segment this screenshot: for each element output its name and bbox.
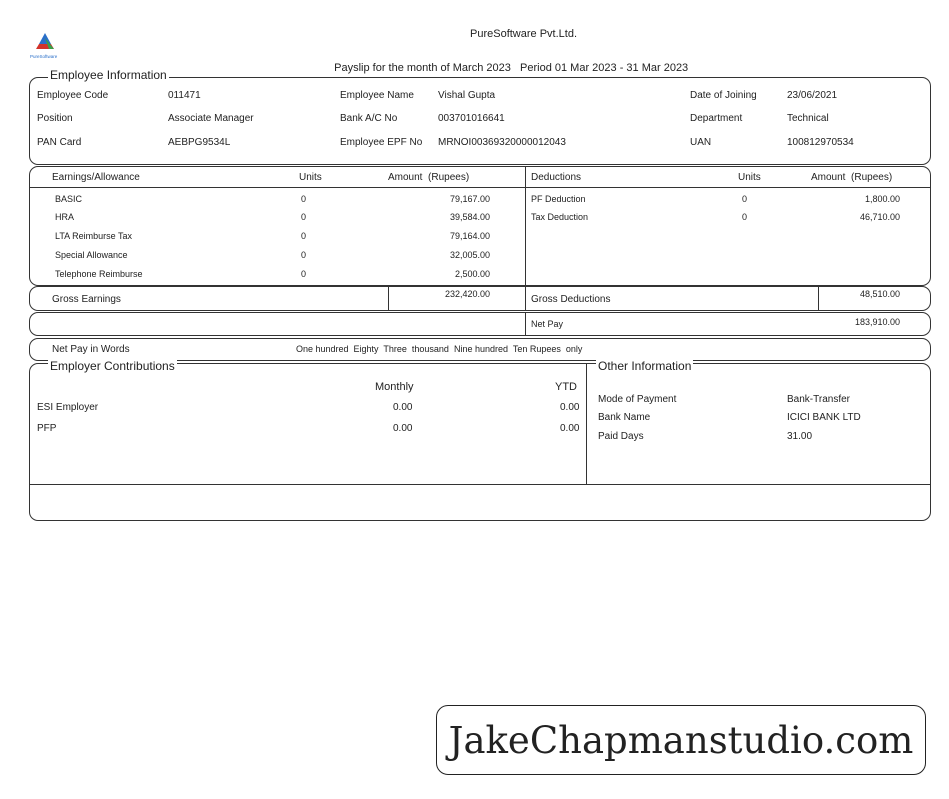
position-label: Position [37, 113, 73, 124]
gross-row-divider [525, 286, 526, 311]
epf-number-label: Employee EPF No [340, 137, 423, 148]
deduction-row-amount: 1,800.00 [864, 194, 900, 204]
period-range: 01 Mar 2023 - 31 Mar 2023 [554, 62, 689, 74]
earning-row-amount: 79,164.00 [449, 231, 490, 241]
deductions-header-name: Deductions [531, 172, 582, 183]
earning-row-name: Special Allowance [55, 250, 128, 260]
employee-name-label: Employee Name [340, 90, 414, 101]
watermark-box [436, 705, 926, 775]
date-of-joining-value: 23/06/2021 [787, 90, 838, 101]
gross-deductions-label: Gross Deductions [531, 294, 611, 305]
earning-row-name: HRA [55, 212, 75, 222]
deduction-row-units: 0 [742, 194, 748, 204]
deductions-header-amount: Amount (Rupees) [811, 172, 893, 183]
logo-text: PureSoftware [30, 54, 58, 59]
net-pay-label: Net Pay [531, 319, 564, 329]
employee-code-value: 011471 [168, 90, 201, 101]
contribution-row-name: ESI Employer [37, 402, 99, 413]
earnings-deductions-box [29, 166, 931, 286]
earning-row-units: 0 [301, 194, 307, 204]
company-name: PureSoftware Pvt.Ltd. [470, 28, 577, 40]
paid-days-value: 31.00 [787, 431, 813, 442]
bank-account-label: Bank A/C No [340, 113, 398, 124]
paid-days-label: Paid Days [598, 431, 644, 442]
position-value: Associate Manager [168, 113, 254, 124]
logo-triangle-icon [30, 32, 60, 50]
earning-row-name: LTA Reimburse Tax [55, 231, 133, 241]
bank-name-label: Bank Name [598, 412, 651, 423]
earning-row-amount: 32,005.00 [449, 250, 490, 260]
earnings-deductions-divider [525, 166, 526, 286]
contribution-row-ytd: 0.00 [560, 423, 580, 434]
contributions-other-divider [586, 363, 587, 484]
payslip-month: March 2023 [452, 62, 511, 74]
contribution-row-ytd: 0.00 [560, 402, 580, 413]
contribution-row-monthly: 0.00 [393, 402, 413, 413]
earnings-header-divider [30, 187, 930, 188]
payslip-title-prefix: Payslip for the month of [334, 62, 450, 74]
monthly-column-header: Monthly [375, 381, 414, 393]
earnings-header-amount: Amount (Rupees) [388, 172, 470, 183]
ytd-column-header: YTD [555, 381, 577, 393]
pan-card-value: AEBPG9534L [168, 137, 231, 148]
contributions-box [29, 363, 931, 521]
earning-row-amount: 79,167.00 [449, 194, 490, 204]
gross-earnings-value-divider [388, 286, 389, 311]
epf-number-value: MRNOI00369320000012043 [438, 137, 566, 148]
earning-row-units: 0 [301, 231, 307, 241]
gross-earnings-label: Gross Earnings [52, 294, 121, 305]
net-pay-value: 183,910.00 [854, 317, 900, 327]
pan-card-label: PAN Card [37, 137, 82, 148]
uan-label: UAN [690, 137, 712, 148]
earning-row-units: 0 [301, 269, 307, 279]
deductions-header-units: Units [738, 172, 761, 183]
deduction-row-units: 0 [742, 212, 748, 222]
earnings-header-name: Earnings/Allowance [52, 172, 140, 183]
earning-row-name: BASIC [55, 194, 83, 204]
contribution-row-name: PFP [37, 423, 57, 434]
deduction-row-amount: 46,710.00 [859, 212, 900, 222]
other-information-legend: Other Information [598, 359, 692, 373]
payslip-title [328, 50, 688, 74]
gross-earnings-value: 232,420.00 [444, 289, 490, 299]
earnings-header-units: Units [299, 172, 322, 183]
contributions-bottom-divider [30, 484, 930, 485]
earning-row-units: 0 [301, 212, 307, 222]
department-value: Technical [787, 113, 829, 124]
uan-value: 100812970534 [787, 137, 854, 148]
date-of-joining-label: Date of Joining [690, 90, 757, 101]
employee-code-label: Employee Code [37, 90, 109, 101]
employee-info-legend: Employee Information [50, 68, 167, 82]
earning-row-amount: 2,500.00 [454, 269, 490, 279]
deduction-row-name: Tax Deduction [531, 212, 589, 222]
net-pay-box [29, 312, 931, 336]
employer-contributions-legend: Employer Contributions [50, 359, 175, 373]
bank-account-value: 003701016641 [438, 113, 505, 124]
net-pay-words-value: One hundred Eighty Three thousand Nine hundred Ten Rupees only [296, 344, 583, 354]
employee-name-value: Vishal Gupta [438, 90, 496, 101]
contribution-row-monthly: 0.00 [393, 423, 413, 434]
net-pay-divider [525, 312, 526, 336]
department-label: Department [690, 113, 743, 124]
earning-row-name: Telephone Reimburse [55, 269, 143, 279]
gross-deductions-value: 48,510.00 [859, 289, 900, 299]
payment-mode-label: Mode of Payment [598, 394, 677, 405]
earning-row-units: 0 [301, 250, 307, 260]
net-pay-words-label: Net Pay in Words [52, 344, 130, 355]
watermark-text: JakeChapmanstudio.com [448, 718, 914, 762]
payment-mode-value: Bank-Transfer [787, 394, 850, 405]
company-logo [30, 32, 60, 58]
earning-row-amount: 39,584.00 [449, 212, 490, 222]
bank-name-value: ICICI BANK LTD [787, 412, 861, 423]
period-label: Period [520, 62, 552, 74]
deduction-row-name: PF Deduction [531, 194, 586, 204]
